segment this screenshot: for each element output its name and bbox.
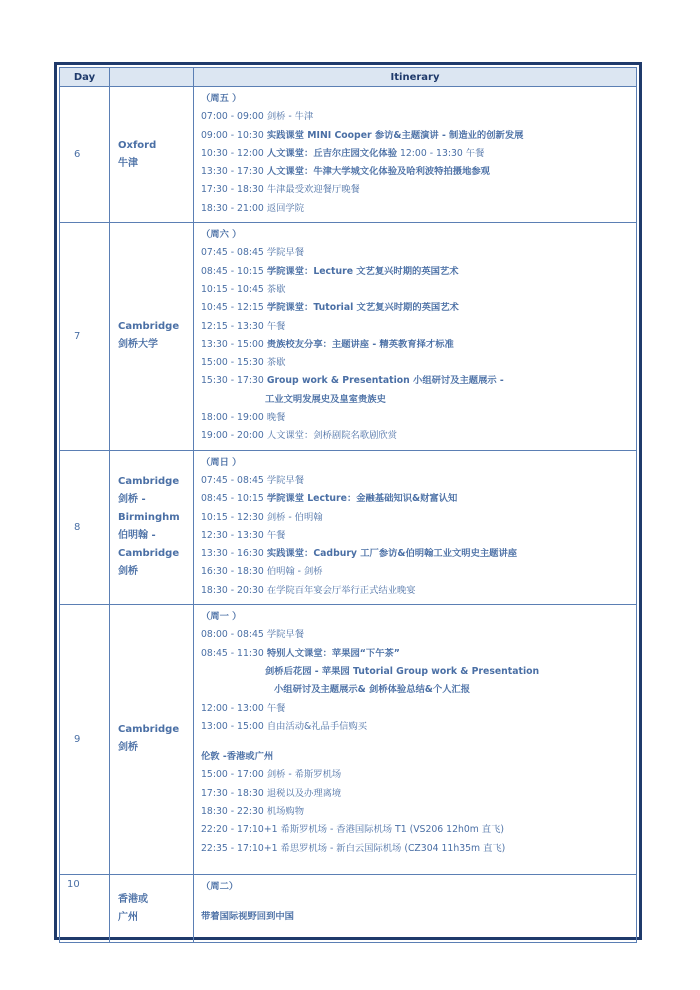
activity-text-extra: 12:00 - 13:30 午餐: [399, 147, 485, 159]
itinerary-line: [201, 299, 630, 317]
activity-text: 机场购物: [266, 805, 305, 817]
city-name: 剑桥: [118, 566, 138, 578]
time-range: 16:30 - 18:30: [201, 566, 264, 578]
time-range: 08:45 - 10:15: [201, 265, 264, 277]
itinerary-line: [201, 244, 630, 262]
time-range: 10:45 - 12:15: [201, 302, 264, 314]
itinerary-line: [201, 608, 630, 626]
time-range: 15:00 - 15:30: [201, 357, 264, 369]
time-range: 08:45 - 10:15: [201, 493, 264, 505]
itinerary-line: [201, 263, 630, 281]
time-range: 22:35 - 17:10+1: [201, 842, 278, 854]
day-number: 9: [60, 605, 110, 875]
activity-text: 特别人文课堂：苹果园“下午茶”: [266, 647, 400, 659]
itinerary-cell: [194, 450, 637, 604]
activity-text: 剑桥 - 希斯罗机场: [266, 769, 342, 781]
itinerary-line: [201, 563, 630, 581]
itinerary-line: [201, 878, 630, 896]
itinerary-line: [201, 785, 630, 803]
activity-text: （周二）: [201, 880, 239, 892]
time-range: 19:00 - 20:00: [201, 430, 264, 442]
city-name: 剑桥: [118, 742, 138, 754]
time-range: 13:00 - 15:00: [201, 720, 264, 732]
city-name: Birminghm: [118, 512, 180, 524]
activity-text: 剑桥 - 伯明翰: [266, 511, 323, 523]
activity-text: 希思罗机场 - 新白云国际机场 (CZ304 11h35m 直飞): [280, 842, 506, 854]
time-range: 15:30 - 17:30: [201, 375, 264, 387]
itinerary-line: [201, 427, 630, 445]
city-name: 广州: [118, 911, 138, 923]
activity-text: 退税以及办理离境: [266, 787, 342, 799]
activity-text: （周五 ）: [201, 93, 242, 104]
activity-text: 伯明翰 - 剑桥: [266, 566, 323, 578]
day-number: 8: [60, 450, 110, 604]
city-name: 牛津: [118, 157, 138, 169]
activity-text: 学院早餐: [266, 629, 305, 641]
activity-text: 实践课堂：Cadbury 工厂参访&伯明翰工业文明史主题讲座: [266, 548, 518, 560]
activity-text: 午餐: [266, 529, 286, 541]
itinerary-line: [201, 90, 630, 108]
itinerary-line: [201, 318, 630, 336]
city-name: 香港或: [118, 893, 148, 905]
time-range: 09:00 - 10:30: [201, 129, 264, 141]
city-name: Oxford: [118, 139, 157, 151]
time-range: 17:30 - 18:30: [201, 787, 264, 799]
time-range: 12:30 - 13:30: [201, 529, 264, 541]
city-cell: [110, 874, 194, 943]
table-header-row: [60, 68, 637, 87]
activity-text: 人文课堂：丘吉尔庄园文化体验: [266, 147, 397, 159]
time-range: 18:30 - 20:30: [201, 584, 264, 596]
itinerary-line: [201, 681, 630, 699]
itinerary-cell: [194, 223, 637, 451]
activity-text: Group work & Presentation 小组研讨及主题展示 -: [266, 375, 504, 387]
activity-text: 学院早餐: [266, 474, 305, 486]
itinerary-line: [201, 454, 630, 472]
itinerary-line: [201, 821, 630, 839]
itinerary-cell: [194, 87, 637, 223]
activity-text: 返回学院: [266, 202, 305, 214]
spacer: [201, 926, 630, 938]
activity-text: （周一 ）: [201, 611, 242, 623]
activity-text: （周日 ）: [201, 456, 242, 468]
time-range: 07:45 - 08:45: [201, 247, 264, 259]
table-row: [60, 223, 637, 451]
activity-text: 工业文明发展史及皇室贵族史: [265, 393, 386, 405]
itinerary-line: [201, 372, 630, 390]
table-row: [60, 874, 637, 943]
spacer: [201, 858, 630, 870]
itinerary-line: [201, 509, 630, 527]
activity-text: 伦敦 -香港或广州: [201, 751, 274, 763]
city-name: 剑桥大学: [118, 339, 158, 351]
itinerary-cell: [194, 605, 637, 875]
city-cell: [110, 605, 194, 875]
itinerary-line: [201, 626, 630, 644]
itinerary-line: [201, 490, 630, 508]
activity-text: 人文课堂：牛津大学城文化体验及哈利波特拍摄地参观: [266, 166, 490, 178]
time-range: 12:15 - 13:30: [201, 320, 264, 332]
table-row: [60, 605, 637, 875]
day-number: 6: [60, 87, 110, 223]
activity-text: 牛津最受欢迎餐厅晚餐: [266, 184, 360, 196]
itinerary-line: [201, 163, 630, 181]
activity-text: 小组研讨及主题展示& 剑桥体验总结&个人汇报: [274, 684, 471, 696]
activity-text: 带着国际视野回到中国: [201, 911, 294, 923]
itinerary-line: [201, 748, 630, 766]
itinerary-line: [201, 391, 630, 409]
time-range: 15:00 - 17:00: [201, 769, 264, 781]
activity-text: 茶歇: [266, 357, 286, 369]
city-cell: [110, 450, 194, 604]
itinerary-line: [201, 718, 630, 736]
time-range: 10:15 - 10:45: [201, 283, 264, 295]
itinerary-line: [201, 766, 630, 784]
city-name: Cambridge: [118, 548, 180, 560]
activity-text: 实践课堂 MINI Cooper 参访&主题演讲 - 制造业的创新发展: [266, 129, 524, 141]
itinerary-table: [59, 67, 637, 943]
itinerary-line: [201, 281, 630, 299]
activity-text: 学院课堂：Lecture 文艺复兴时期的英国艺术: [266, 265, 459, 277]
itinerary-body: [60, 87, 637, 943]
activity-text: 午餐: [266, 702, 286, 714]
day-number: 7: [60, 223, 110, 451]
activity-text: 学院课堂：Tutorial 文艺复兴时期的英国艺术: [266, 302, 459, 314]
itinerary-line: [201, 108, 630, 126]
city-name: Cambridge: [118, 476, 180, 488]
time-range: 10:15 - 12:30: [201, 511, 264, 523]
itinerary-line: [201, 663, 630, 681]
time-range: 13:30 - 17:30: [201, 166, 264, 178]
activity-text: 晚餐: [266, 412, 286, 424]
time-range: 18:00 - 19:00: [201, 412, 264, 424]
activity-text: 午餐: [266, 320, 286, 332]
time-range: 08:00 - 08:45: [201, 629, 264, 641]
header-blank: [110, 68, 194, 87]
header-itinerary: Itinerary: [194, 68, 637, 87]
city-name: Cambridge: [118, 724, 180, 736]
spacer: [201, 896, 630, 908]
itinerary-line: [201, 354, 630, 372]
activity-text: 剑桥 - 牛津: [266, 111, 314, 123]
city-cell: [110, 87, 194, 223]
table-row: [60, 87, 637, 223]
city-name: 伯明翰 -: [118, 530, 156, 542]
itinerary-line: [201, 840, 630, 858]
time-range: 17:30 - 18:30: [201, 184, 264, 196]
itinerary-line: [201, 908, 630, 926]
city-cell: [110, 223, 194, 451]
time-range: 07:00 - 09:00: [201, 111, 264, 123]
itinerary-line: [201, 700, 630, 718]
itinerary-cell: [194, 874, 637, 943]
activity-text: 在学院百年宴会厅举行正式结业晚宴: [266, 584, 416, 596]
time-range: 13:30 - 16:30: [201, 548, 264, 560]
itinerary-line: [201, 645, 630, 663]
time-range: 08:45 - 11:30: [201, 647, 264, 659]
activity-text: 茶歇: [266, 283, 286, 295]
activity-text: 学院早餐: [266, 247, 305, 259]
itinerary-line: [201, 181, 630, 199]
itinerary-line: [201, 409, 630, 427]
itinerary-line: [201, 803, 630, 821]
itinerary-line: [201, 200, 630, 218]
time-range: 18:30 - 21:00: [201, 202, 264, 214]
activity-text: 人文课堂：剑桥剧院名歌剧欣赏: [266, 430, 397, 442]
table-row: [60, 450, 637, 604]
city-name: Cambridge: [118, 321, 180, 333]
itinerary-line: [201, 127, 630, 145]
day-number: 10: [60, 874, 110, 943]
itinerary-frame: [54, 62, 642, 940]
time-range: 12:00 - 13:00: [201, 702, 264, 714]
time-range: 10:30 - 12:00: [201, 147, 264, 159]
activity-text: 剑桥后花园 - 苹果园 Tutorial Group work & Presentation: [265, 665, 540, 677]
time-range: 22:20 - 17:10+1: [201, 824, 278, 836]
activity-text: 希斯罗机场 - 香港国际机场 T1 (VS206 12h0m 直飞): [280, 824, 505, 836]
itinerary-line: [201, 545, 630, 563]
activity-text: 贵族校友分享：主题讲座 - 精英教育择才标准: [266, 338, 454, 350]
spacer: [201, 736, 630, 748]
activity-text: 自由活动&礼品手信购买: [266, 720, 368, 732]
itinerary-line: [201, 472, 630, 490]
itinerary-line: [201, 145, 630, 163]
itinerary-line: [201, 336, 630, 354]
time-range: 13:30 - 15:00: [201, 338, 264, 350]
header-day: Day: [60, 68, 110, 87]
itinerary-line: [201, 582, 630, 600]
activity-text: 学院课堂 Lecture：金融基础知识&财富认知: [266, 493, 458, 505]
time-range: 18:30 - 22:30: [201, 805, 264, 817]
activity-text: （周六 ）: [201, 229, 242, 241]
city-name: 剑桥 -: [118, 494, 146, 506]
time-range: 07:45 - 08:45: [201, 474, 264, 486]
itinerary-line: [201, 527, 630, 545]
itinerary-line: [201, 226, 630, 244]
